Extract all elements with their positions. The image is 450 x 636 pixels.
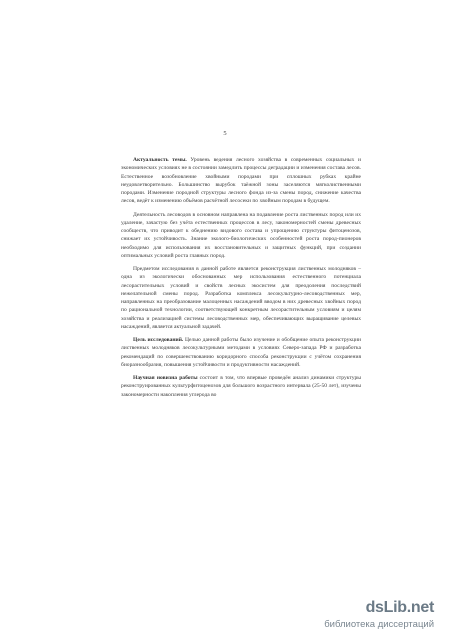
document-body — [121, 156, 361, 399]
paragraph-relevance — [121, 156, 361, 206]
paragraph-lead: Актуальность темы. — [133, 157, 187, 163]
paragraph-text: Деятельность лесоводов в основном направлена на подавление роста лиственных пород или их удаление, зачастую без учёта естественных процессов в лесу, закономерностей смены древесных сообществ, что приводит к обеднению видового состава и упрощению структуры фитоценозов, снижает их устойчивость. Знание эколого-биологических особенностей роста пород-пионеров необходимо для использования их восстановительных и защитных функций, при создании оптимальных условий роста главных пород. — [121, 211, 361, 259]
paragraph-foresters — [121, 211, 361, 261]
paragraph-novelty — [121, 374, 361, 399]
watermark[interactable] — [324, 599, 434, 630]
paragraph-lead: Научная новизна работы — [133, 375, 198, 381]
watermark-subtitle: библиотека диссертаций — [324, 619, 434, 630]
paragraph-subject — [121, 265, 361, 331]
paragraph-text: Целью данной работы было изучение и обобщение опыта реконструкции лиственных молодняков лесокультурными методами в условиях Северо-запада РФ и разработка рекомендаций по совершенствованию коридорного способа реконструкции с учётом сохранения биоразнообразия, повышения устойчивости и продуктивности насаждений. — [121, 337, 362, 368]
paragraph-text: состоит в том, что впервые проведён анализ динамики структуры реконструированных культурфитоценозов для большого возрастного интервала (25-50 лет), изучены закономерности накопления углерода во — [121, 375, 361, 398]
watermark-logo: dsLib.net — [365, 599, 434, 616]
paragraph-text: Предметом исследования в данной работе является реконструкция лиственных молодняков – одна из экологически обоснованных мер использования естественного потенциала лесорастительных условий и свойств лесных экосистем для преодоления последствий нежелательной смены пород. Разработка комплекса лесокультурно-лесоводственных мер, направленных на преобразование малоценных насаждений вводом в них древесных хвойных пород по рациональной технологии, соответствующей конкретным лесорастительным условиям и целям хозяйства и реализацией системы лесоводственных мер, обеспечивающих выращивание целевых насаждений, является актуальной задачей. — [121, 266, 361, 330]
paragraph-text: Уровень ведения лесного хозяйства в современных социальных и экономических условиях не в состоянии замедлить процессы деградации и изменения состава лесов. Естественное возобновление хвойными породами при сплошных рубках крайне неудовлетворительно. Большинство вырубок таёжной зоны заселяются мягколиственными породами. Изменение породной структуры лесного фонда из-за смены пород, снижение качества лесов, ведёт к изменению объёмов расчётной лесосеки по хвойным породам в будущем. — [121, 157, 361, 205]
page-number: 5 — [223, 130, 227, 137]
paragraph-lead: Цель исследований. — [133, 337, 184, 343]
paragraph-goal — [121, 336, 361, 369]
